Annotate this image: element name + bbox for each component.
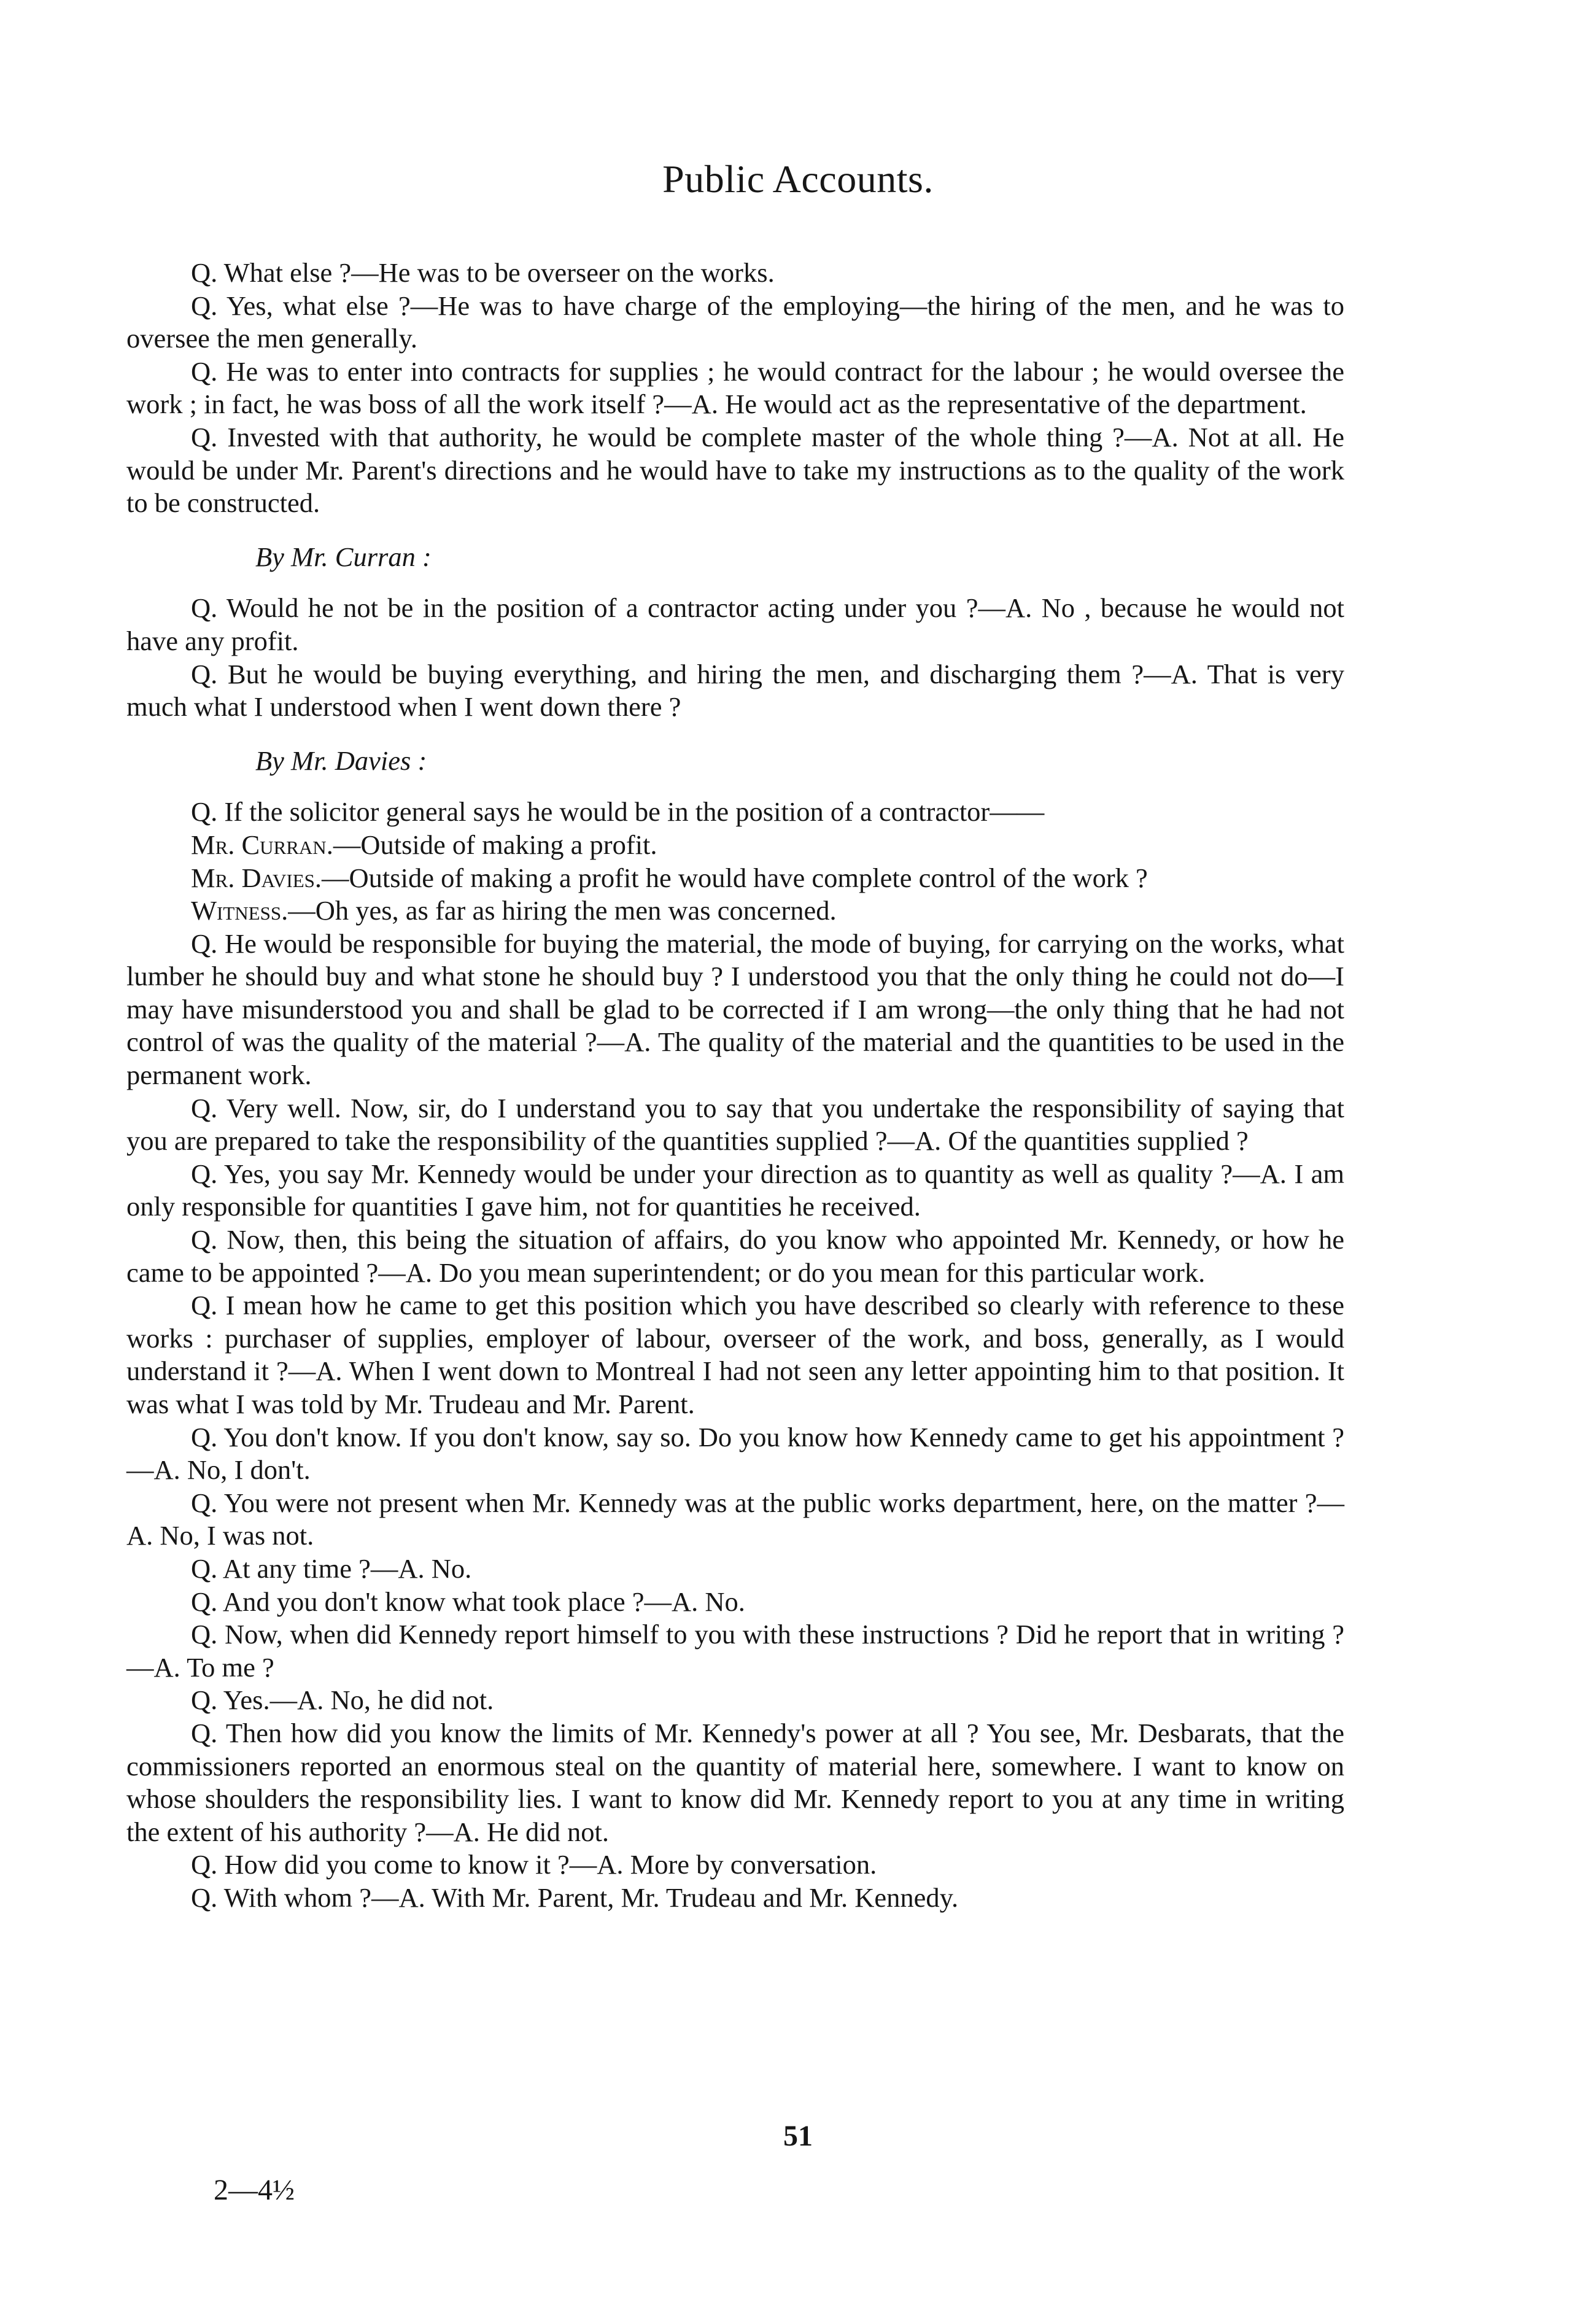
paragraph: Q. Yes, you say Mr. Kennedy would be under your direction as to quantity as well as quality ?—A. I am only responsible for quantities I gave him, not for quantities he received. [126,1158,1344,1222]
paragraph: Q. Very well. Now, sir, do I understand you to say that you undertake the responsibility of saying that you are prepared to take the responsibility of the quantities supplied ?—A. Of the quantities supplied ? [126,1092,1344,1157]
paragraph: Q. And you don't know what took place ?—A. No. [191,1586,745,1617]
speaker-name: Mr. Davies. [191,862,322,893]
speaker-name: Witness. [191,895,289,926]
paragraph: Q. Would he not be in the position of a contractor acting under you ?—A. No , because he would not have any profit. [126,592,1344,656]
speaker-text: —Oh yes, as far as hiring the men was concerned. [288,895,837,926]
paragraph: Q. Yes.—A. No, he did not. [191,1685,494,1716]
page-number: 51 [783,2120,813,2152]
paragraph: Q. He would be responsible for buying the material, the mode of buying, for carrying on the works, what lumber he should buy and what stone he should buy ? I understood you that the only thing he could not do—I may have misunderstood you and shall be glad to be corrected if I am wrong—the only thing that he had not control of was the quality of the material ?—A. The quality of the material and the quantities to be used in the permanent work. [126,928,1344,1091]
examiner-heading: By Mr. Curran : [255,541,432,572]
paragraph: Q. He was to enter into contracts for supplies ; he would contract for the labour ; he would oversee the work ; in fact, he was boss of all the work itself ?—A. He would act as the representative of the department. [126,355,1344,420]
paragraph: Q. Then how did you know the limits of Mr. Kennedy's power at all ? You see, Mr. Desbarats, that the commissioners reported an enormous steal on the quantity of material here, somewhere. I want to know on whose shoulders the responsibility lies. I want to know did Mr. Kennedy report to you at any time in writing the extent of his authority ?—A. He did not. [126,1717,1344,1847]
paragraph: Q. Yes, what else ?—He was to have charge of the employing—the hiring of the men, and he was to oversee the men generally. [126,290,1344,354]
paragraph [126,829,1344,862]
paragraph [126,894,1344,928]
speaker-text: —Outside of making a profit he would have complete control of the work ? [322,862,1148,893]
paragraph: Q. Now, then, this being the situation of affairs, do you know who appointed Mr. Kennedy, or how he came to be appointed ?—A. Do you mean superintendent; or do you mean for this particular work. [126,1224,1344,1288]
paragraph: Q. Now, when did Kennedy report himself to you with these instructions ? Did he report that in writing ?—A. To me ? [126,1619,1344,1683]
paragraph: Q. At any time ?—A. No. [191,1553,472,1584]
paragraph: Q. You were not present when Mr. Kennedy was at the public works department, here, on the matter ?—A. No, I was not. [126,1487,1344,1551]
paragraph: Q. What else ?—He was to be overseer on the works. [191,257,775,288]
running-header: Public Accounts. [662,157,934,201]
examiner-heading: By Mr. Davies : [255,745,427,776]
paragraph: Q. But he would be buying everything, and hiring the men, and discharging them ?—A. That is very much what I understood when I went down there ? [126,658,1344,723]
signature-mark: 2—4½ [214,2174,295,2206]
speaker-text: —Outside of making a profit. [333,829,657,860]
speaker-name: Mr. Curran. [191,829,333,860]
paragraph: Q. If the solicitor general says he would be in the position of a contractor—— [191,796,1045,828]
paragraph: Q. Invested with that authority, he would be complete master of the whole thing ?—A. Not at all. He would be under Mr. Parent's directions and he would have to take my instructions as to the quality of the work to be constructed. [126,421,1344,519]
body-text [126,257,1344,1915]
paragraph: Q. How did you come to know it ?—A. More by conversation. [191,1849,877,1880]
paragraph [126,862,1344,895]
paragraph: Q. You don't know. If you don't know, say so. Do you know how Kennedy came to get his appointment ?—A. No, I don't. [126,1421,1344,1486]
paragraph: Q. With whom ?—A. With Mr. Parent, Mr. Trudeau and Mr. Kennedy. [191,1882,959,1913]
paragraph: Q. I mean how he came to get this position which you have described so clearly with reference to these works : purchaser of supplies, employer of labour, overseer of the work, and boss, generally, as I would understand it ?—A. When I went down to Montreal I had not seen any letter appointing him to that position. It was what I was told by Mr. Trudeau and Mr. Parent. [126,1290,1344,1419]
